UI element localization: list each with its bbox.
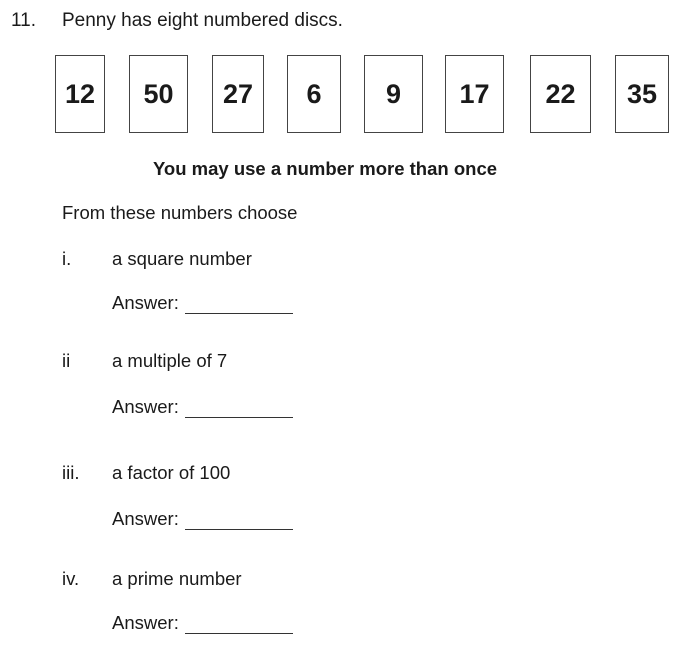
answer-label: Answer: <box>112 292 179 313</box>
question-stem: Penny has eight numbered discs. <box>62 10 343 31</box>
disc-5: 9 <box>364 55 423 133</box>
answer-label: Answer: <box>112 396 179 417</box>
part-iii-answer <box>112 508 293 530</box>
part-iii-text: a factor of 100 <box>112 462 231 483</box>
part-i-label: i. <box>62 248 72 269</box>
answer-line-iii[interactable] <box>185 511 293 530</box>
answer-line-i[interactable] <box>185 295 293 314</box>
part-i-text: a square number <box>112 248 252 269</box>
answer-line-iv[interactable] <box>185 615 293 634</box>
part-iv-label: iv. <box>62 568 80 589</box>
part-iv-answer <box>112 612 293 634</box>
part-i-answer <box>112 292 293 314</box>
part-ii-label: ii <box>62 350 71 371</box>
answer-label: Answer: <box>112 508 179 529</box>
answer-line-ii[interactable] <box>185 399 293 418</box>
disc-4: 6 <box>287 55 341 133</box>
disc-8: 35 <box>615 55 669 133</box>
instruction-note: You may use a number more than once <box>152 158 498 179</box>
disc-6: 17 <box>445 55 504 133</box>
disc-2: 50 <box>129 55 188 133</box>
disc-3: 27 <box>212 55 264 133</box>
part-ii-answer <box>112 396 293 418</box>
disc-1: 12 <box>55 55 105 133</box>
answer-label: Answer: <box>112 612 179 633</box>
part-iv-text: a prime number <box>112 568 242 589</box>
part-ii-text: a multiple of 7 <box>112 350 228 371</box>
part-iii-label: iii. <box>62 462 80 483</box>
disc-7: 22 <box>530 55 591 133</box>
question-number: 11. <box>11 10 37 31</box>
instruction-intro: From these numbers choose <box>62 202 298 223</box>
